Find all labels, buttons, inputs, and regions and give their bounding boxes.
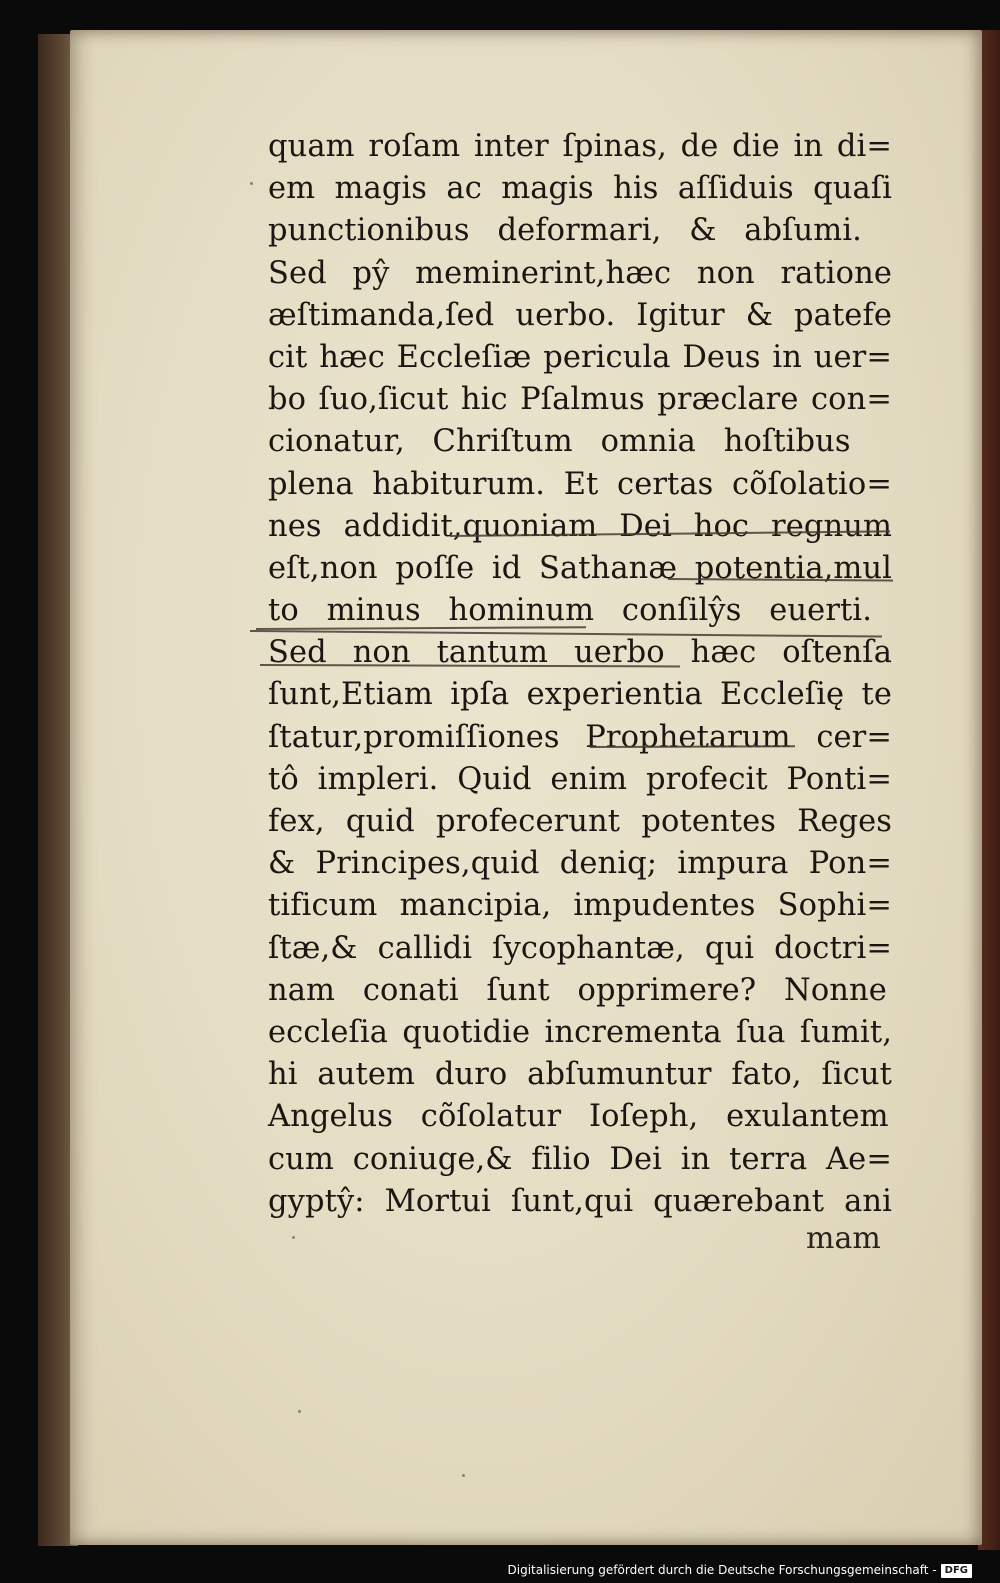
page-text (268, 126, 898, 1223)
digitization-credit (508, 1559, 973, 1581)
text-line: Sed non tantum uerbo hæc oſtenſa (268, 635, 892, 671)
paper-speck (462, 1474, 465, 1477)
text-line: Angelus cõſolatur Ioſeph, exulantem (268, 1099, 889, 1135)
text-line: gyptŷ: Mortui ſunt,qui quærebant ani (268, 1183, 892, 1219)
text-line: & Principes,quid deniq; impura Pon= (268, 846, 892, 882)
text-line: punctionibus deformari, & abſumi. (268, 213, 862, 249)
text-line: quam roſam inter ſpinas, de die in di= (268, 129, 893, 164)
paper-speck (298, 1410, 301, 1413)
text-line: hi autem duro abſumuntur fato, ſicut (268, 1057, 892, 1093)
text-line: em magis ac magis his aſſiduis quaſi (268, 171, 892, 207)
text-line: plena habiturum. Et certas cõſolatio= (268, 466, 892, 502)
text-line: cum coniuge,& filio Dei in terra Ae= (268, 1141, 892, 1177)
text-line: fex, quid profecerunt potentes Reges (268, 804, 892, 839)
book-page (70, 30, 982, 1545)
text-line: nes addidit,quoniam Dei hoc regnum (268, 508, 893, 544)
text-line: bo ſuo,ſicut hic Pſalmus præclare con= (268, 382, 892, 418)
text-line: eſt,non poſſe id Sathanæ potentia,mul (268, 550, 893, 586)
text-line: æſtimanda,ſed uerbo. Igitur & patefe (268, 297, 892, 333)
text-line: nam conati ſunt opprimere? Nonne (268, 972, 887, 1008)
text-line: Sed pŷ meminerint,hæc non ratione (268, 255, 893, 291)
text-line: ſtæ,& callidi ſycophantæ, qui doctri= (268, 930, 893, 966)
text-line: eccleſia quotidie incrementa ſua ſumit, (268, 1014, 892, 1050)
paper-speck (292, 1236, 295, 1239)
text-line: ſunt,Etiam ipſa experientia Eccleſię te (268, 677, 892, 713)
text-line: cionatur, Chriſtum omnia hoſtibus (268, 424, 851, 460)
text-line: to minus hominum conſilŷs euerti. (268, 593, 873, 629)
credit-text: Digitalisierung gefördert durch die Deutsche Forschungsgemeinschaft - (507, 1563, 937, 1577)
catchword: mam (806, 1221, 881, 1256)
text-line: cit hæc Eccleſiæ pericula Deus in uer= (268, 339, 892, 375)
paper-speck (250, 182, 253, 185)
dfg-logo: DFG (941, 1564, 972, 1578)
text-line: tificum mancipia, impudentes Sophi= (268, 888, 892, 924)
text-line: tô impleri. Quid enim profecit Ponti= (268, 761, 892, 797)
text-line: ſtatur,promiſſiones Prophetarum cer= (268, 719, 892, 755)
